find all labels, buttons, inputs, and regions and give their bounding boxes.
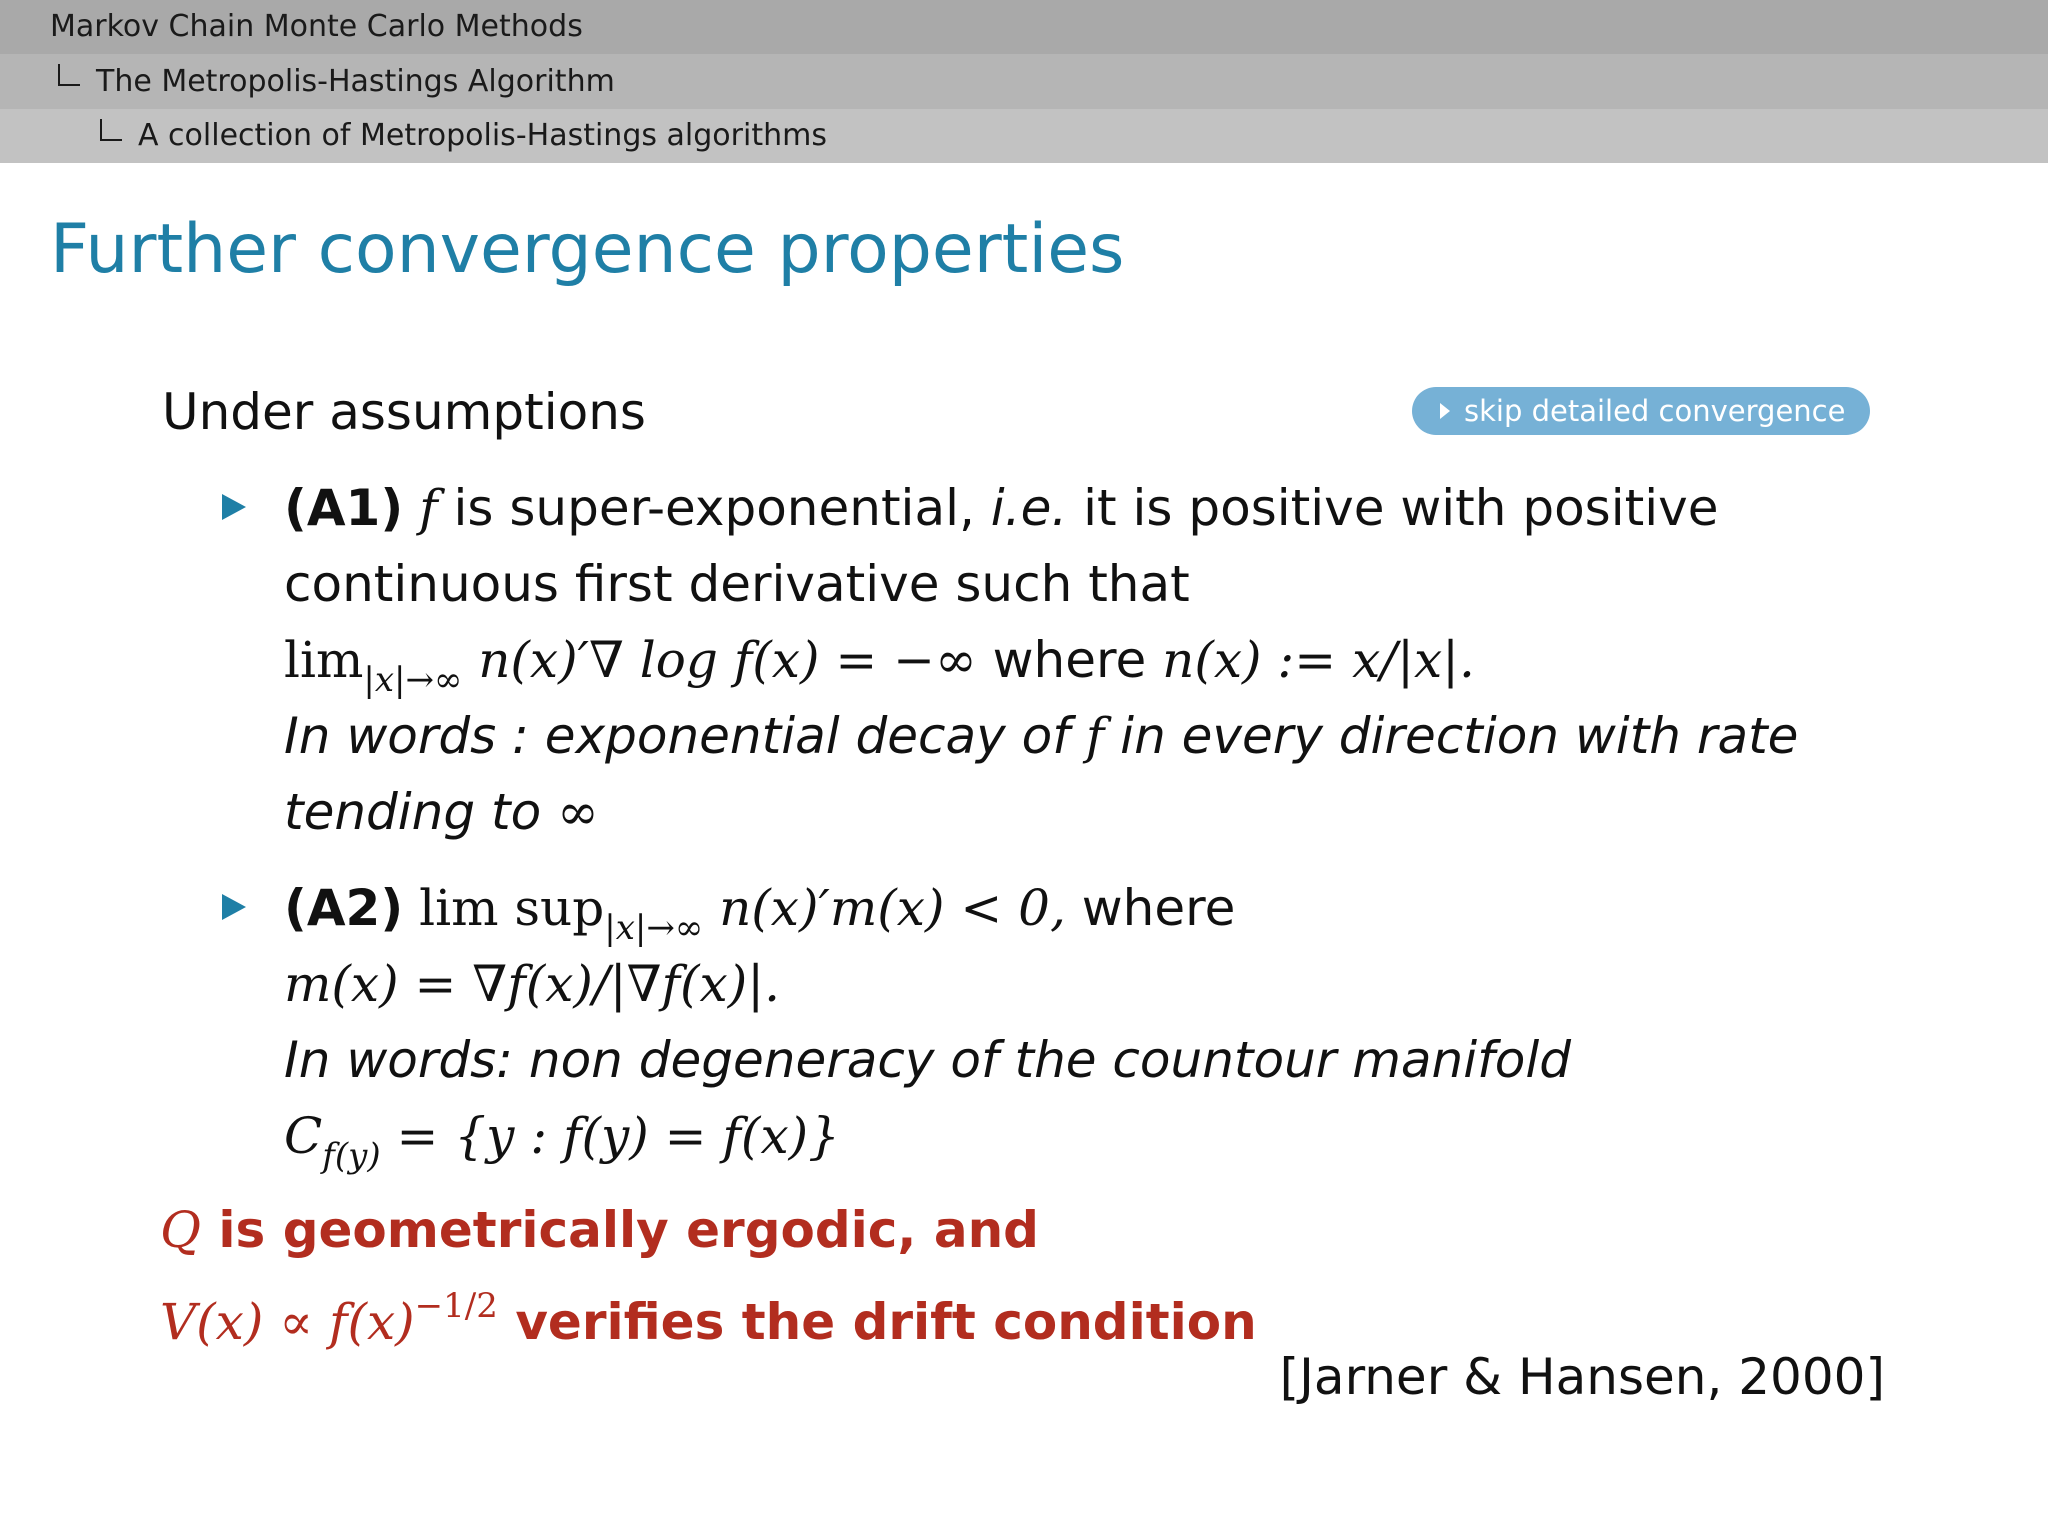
a1-lim-sub: |x|→∞ [363, 660, 463, 700]
breadcrumb [0, 0, 2048, 163]
a1-f: f [419, 479, 438, 537]
a1-lim: lim [284, 631, 364, 689]
page-title: Further convergence properties [50, 210, 1125, 289]
a2-limsup: lim sup [419, 879, 605, 937]
intro-text: Under assumptions [162, 383, 646, 441]
a1-words-a: In words : exponential decay of [284, 707, 1070, 765]
skip-button-label: skip detailed convergence [1464, 394, 1846, 428]
breadcrumb-row-3 [0, 109, 2048, 163]
a1-line-1 [284, 478, 1718, 538]
a2-c-expr: = {y : f(y) = f(x)} [396, 1107, 840, 1165]
breadcrumb-section[interactable]: The Metropolis-Hastings Algorithm [96, 64, 615, 99]
skip-detailed-convergence-button[interactable] [1412, 387, 1870, 435]
a2-line-1 [284, 878, 1235, 958]
a1-label: (A1) [284, 479, 404, 537]
a2-in-words: In words: non degeneracy of the countour manifold [284, 1031, 1571, 1089]
a1-in-words-2 [284, 782, 599, 842]
a1-words-f: f [1085, 707, 1105, 765]
conclusion-line-1 [160, 1200, 1039, 1260]
breadcrumb-row-2 [0, 54, 2048, 109]
tree-elbow-icon [58, 64, 80, 86]
conclusion-line-2 [160, 1276, 1257, 1352]
a1-in-words-1 [284, 706, 1798, 766]
a1-line-3 [284, 630, 1475, 710]
bullet-triangle-icon [222, 494, 246, 520]
a2-where: where [1081, 879, 1236, 937]
a2-label: (A2) [284, 879, 404, 937]
conclusion-q: Q [160, 1201, 201, 1259]
tree-elbow-icon [100, 119, 122, 141]
a1-n-def: n(x) := x/|x|. [1162, 631, 1475, 689]
a2-line-2: m(x) = ∇f(x)/|∇f(x)|. [284, 955, 780, 1013]
a1-text-b: it is positive with positive [1083, 479, 1719, 537]
a1-words-b: in every direction with rate [1120, 707, 1799, 765]
a2-expr: n(x)′m(x) < 0, [719, 879, 1066, 937]
a2-contour [284, 1106, 840, 1186]
conclusion-exponent: −1/2 [414, 1286, 498, 1326]
a2-c: C [284, 1107, 323, 1165]
breadcrumb-subsection[interactable]: A collection of Metropolis-Hastings algorithms [138, 118, 827, 153]
a2-c-sub: f(y) [322, 1136, 381, 1176]
a1-line-2: continuous first derivative such that [284, 555, 1190, 613]
a1-text-a: is super-exponential, [453, 479, 975, 537]
breadcrumb-row-1 [0, 0, 2048, 54]
a1-limit-expr: n(x)′∇ log f(x) = −∞ [478, 631, 977, 689]
breadcrumb-presentation-title[interactable]: Markov Chain Monte Carlo Methods [50, 9, 583, 44]
a2-limsup-sub: |x|→∞ [604, 908, 704, 948]
conclusion-text-2: verifies the drift condition [515, 1293, 1257, 1351]
a1-words-tending: tending to [284, 783, 542, 841]
a1-where: where [992, 631, 1147, 689]
play-triangle-icon [1440, 403, 1450, 419]
a1-ie: i.e. [990, 479, 1068, 537]
conclusion-text-1: is geometrically ergodic, and [218, 1201, 1039, 1259]
conclusion-v-expr: V(x) ∝ f(x) [160, 1293, 415, 1351]
a1-infinity: ∞ [557, 783, 599, 841]
bullet-triangle-icon [222, 894, 246, 920]
citation: [Jarner & Hansen, 2000] [1279, 1348, 1885, 1406]
